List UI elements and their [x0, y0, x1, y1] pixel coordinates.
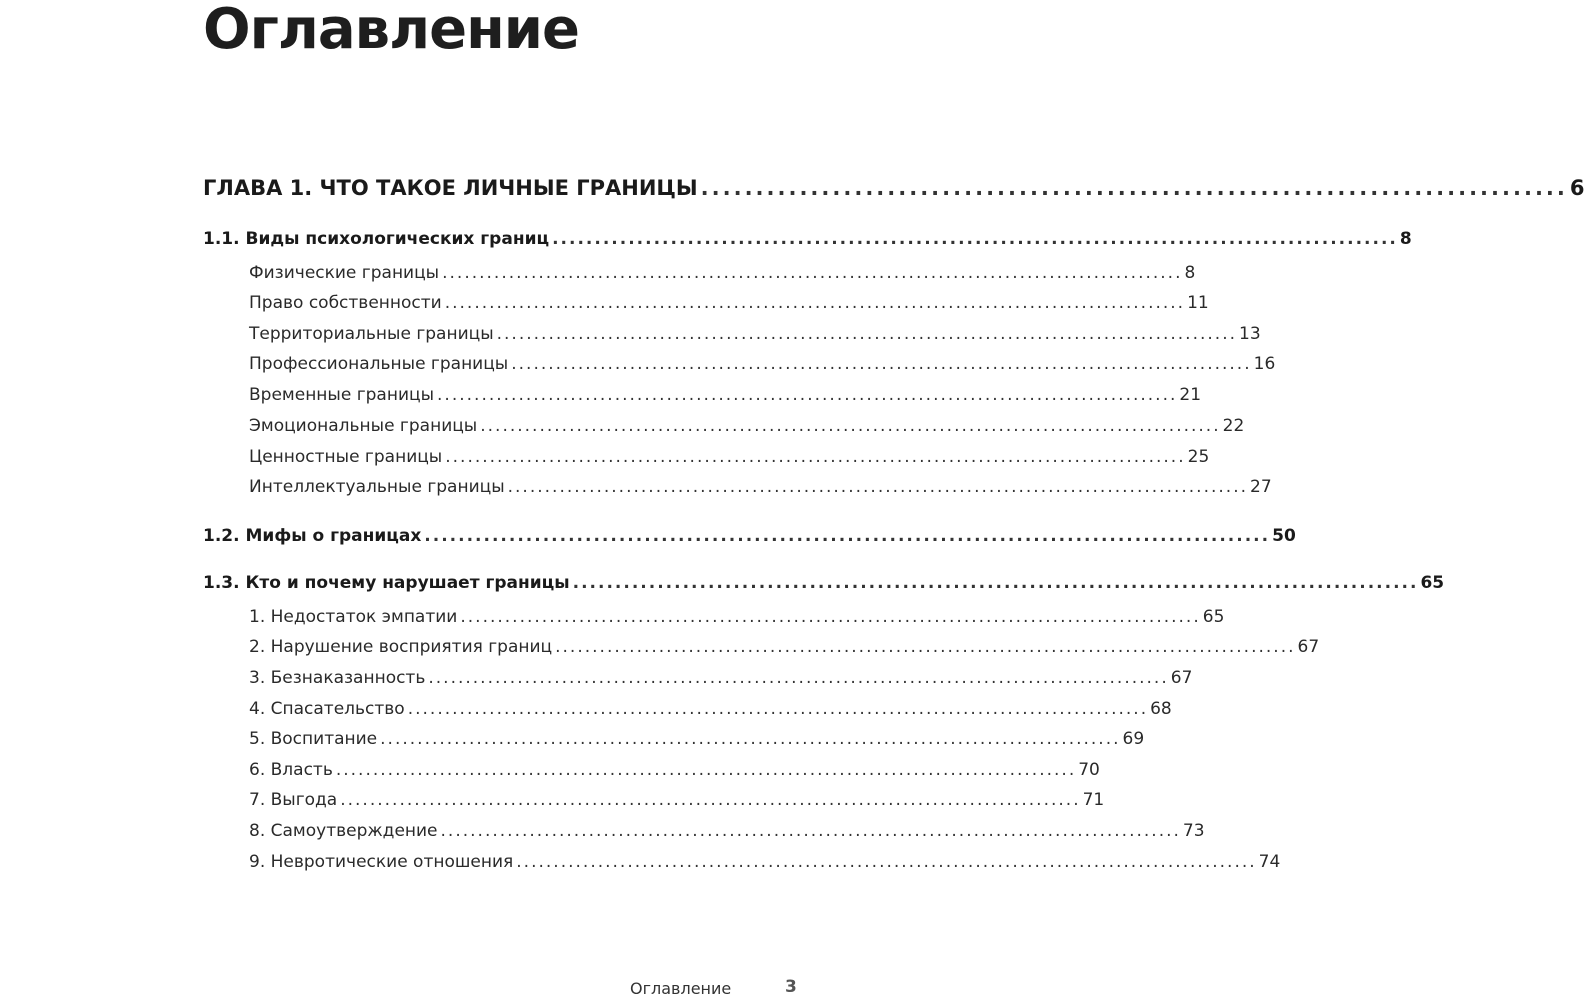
toc-page-number: 70	[1078, 760, 1100, 780]
toc-item-title: Физические границы	[249, 263, 440, 283]
toc-leader-dots: ....................................................................................................	[572, 573, 1419, 593]
toc-item[interactable]	[249, 760, 1100, 780]
toc-leader-dots: ....................................................................................................	[407, 699, 1149, 719]
toc-item[interactable]	[249, 263, 1196, 283]
toc-leader-dots: ....................................................................................................	[380, 729, 1121, 749]
toc-page-number: 25	[1187, 447, 1210, 467]
toc-leader-dots: ....................................................................................................	[335, 760, 1077, 780]
toc-item[interactable]	[249, 354, 1276, 374]
toc-leader-dots: ....................................................................................................	[340, 790, 1081, 810]
toc-item[interactable]	[249, 293, 1209, 313]
toc-page-number: 8	[1399, 229, 1412, 249]
toc-page-number: 8	[1184, 263, 1196, 283]
toc-page-number: 71	[1082, 790, 1105, 810]
toc-item[interactable]	[249, 416, 1245, 436]
toc-item-title: 8. Самоутверждение	[249, 821, 438, 841]
toc-item-title: Право собственности	[249, 293, 442, 313]
toc-item-title: Профессиональные границы	[249, 354, 509, 374]
toc-item-title: Ценностные границы	[249, 447, 443, 467]
toc-item[interactable]	[249, 821, 1205, 841]
toc-leader-dots: ....................................................................................................	[428, 668, 1169, 688]
page-title: Оглавление	[203, 0, 580, 62]
toc-leader-dots: ...............................................................................	[700, 176, 1568, 200]
toc-leader-dots: ....................................................................................................	[424, 526, 1271, 546]
toc-leader-dots: ....................................................................................................	[552, 229, 1398, 249]
toc-page-number: 67	[1297, 637, 1320, 657]
toc-item-title: Территориальные границы	[249, 324, 494, 344]
toc-page-number: 74	[1258, 852, 1281, 872]
footer-page-number: 3	[785, 977, 797, 997]
toc-page-number: 68	[1150, 699, 1172, 719]
toc-page-number: 50	[1272, 526, 1296, 546]
toc-item-title: 9. Невротические отношения	[249, 852, 514, 872]
toc-item[interactable]	[249, 637, 1320, 657]
toc-item-title: 7. Выгода	[249, 790, 338, 810]
toc-page-number: 67	[1170, 668, 1193, 688]
footer-running-title: Оглавление	[630, 979, 732, 998]
toc-leader-dots: ....................................................................................................	[516, 852, 1257, 872]
toc-item[interactable]	[249, 668, 1193, 688]
toc-chapter-1[interactable]	[203, 176, 1585, 200]
toc-item-title: 1. Недостаток эмпатии	[249, 607, 458, 627]
toc-page-number: 21	[1179, 385, 1202, 405]
toc-leader-dots: ....................................................................................................	[511, 354, 1252, 374]
toc-section-1-2[interactable]	[203, 526, 1296, 546]
toc-page-number: 16	[1253, 354, 1276, 374]
toc-item[interactable]	[249, 447, 1210, 467]
toc-leader-dots: ....................................................................................................	[437, 385, 1178, 405]
toc-section-title: 1.1. Виды психологических границ	[203, 229, 550, 249]
toc-page-number: 6	[1569, 176, 1585, 200]
toc-item[interactable]	[249, 790, 1105, 810]
toc-item[interactable]	[249, 477, 1272, 497]
toc-page-number: 73	[1182, 821, 1205, 841]
toc-page-number: 13	[1239, 324, 1261, 344]
toc-item-title: 4. Спасательство	[249, 699, 405, 719]
table-of-contents	[203, 0, 1585, 1000]
toc-page-number: 65	[1202, 607, 1225, 627]
toc-item-title: Интеллектуальные границы	[249, 477, 505, 497]
toc-leader-dots: ....................................................................................................	[480, 416, 1221, 436]
toc-item[interactable]	[249, 699, 1172, 719]
toc-leader-dots: ....................................................................................................	[555, 637, 1296, 657]
toc-page-number: 27	[1250, 477, 1272, 497]
toc-item[interactable]	[249, 729, 1145, 749]
toc-item-title: Эмоциональные границы	[249, 416, 478, 436]
toc-item-title: 6. Власть	[249, 760, 333, 780]
toc-leader-dots: ....................................................................................................	[507, 477, 1249, 497]
toc-section-1-3[interactable]	[203, 573, 1445, 593]
toc-item[interactable]	[249, 852, 1281, 872]
toc-page-number: 11	[1187, 293, 1209, 313]
toc-leader-dots: ....................................................................................................	[442, 263, 1183, 283]
toc-chapter-title: ГЛАВА 1. ЧТО ТАКОЕ ЛИЧНЫЕ ГРАНИЦЫ	[203, 176, 698, 200]
toc-leader-dots: ....................................................................................................	[445, 447, 1186, 467]
toc-item[interactable]	[249, 385, 1202, 405]
toc-item-title: Временные границы	[249, 385, 435, 405]
toc-leader-dots: ....................................................................................................	[496, 324, 1238, 344]
toc-item-title: 2. Нарушение восприятия границ	[249, 637, 553, 657]
toc-leader-dots: ....................................................................................................	[460, 607, 1201, 627]
toc-item-title: 3. Безнаказанность	[249, 668, 426, 688]
toc-page-number: 65	[1420, 573, 1445, 593]
toc-section-title: 1.2. Мифы о границах	[203, 526, 422, 546]
toc-item[interactable]	[249, 324, 1261, 344]
toc-page-number: 69	[1122, 729, 1145, 749]
toc-leader-dots: ....................................................................................................	[440, 821, 1181, 841]
toc-item-title: 5. Воспитание	[249, 729, 378, 749]
toc-leader-dots: ....................................................................................................	[444, 293, 1186, 313]
toc-item[interactable]	[249, 607, 1225, 627]
toc-page-number: 22	[1222, 416, 1245, 436]
toc-section-title: 1.3. Кто и почему нарушает границы	[203, 573, 570, 593]
toc-section-1-1[interactable]	[203, 229, 1412, 249]
